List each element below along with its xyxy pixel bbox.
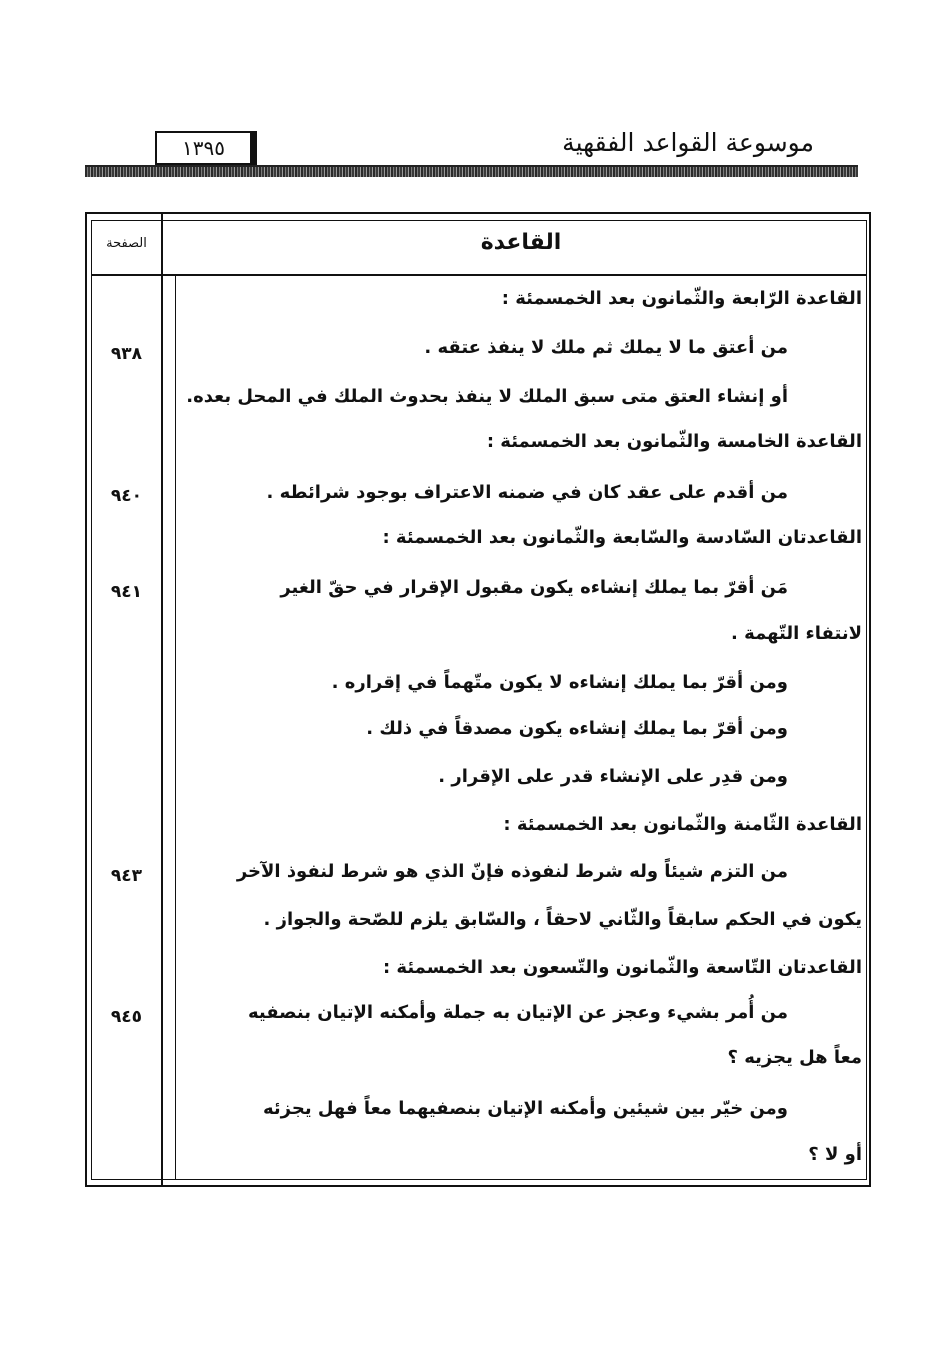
column-header-rule: القاعدة — [480, 230, 562, 255]
book-title: موسوعة القواعد الفقهية — [562, 128, 814, 157]
column-header-page: الصفحة — [106, 236, 147, 251]
page-ref: ٩٤٣ — [110, 866, 143, 886]
rule-text: من التزم شيئاً وله شرط لنفوذه فإنّ الذي هو شرط لنفوذ الآخر — [236, 861, 788, 882]
page-ref: ٩٤٥ — [110, 1007, 143, 1027]
rule-heading: القاعدتان السّادسة والسّابعة والثّمانون بعد الخمسمئة : — [382, 527, 862, 548]
column-divider — [161, 212, 163, 1187]
rule-text: معاً هل يجزيه ؟ — [727, 1047, 862, 1068]
rule-text: لانتفاء التّهمة . — [731, 623, 862, 644]
rule-heading: القاعدة الرّابعة والثّمانون بعد الخمسمئة : — [501, 288, 862, 309]
rule-text: ومن أقرّ بما يملك إنشاءه يكون مصدقاً في ذلك . — [366, 718, 788, 739]
header-separator — [91, 274, 867, 276]
page-number: ١٣٩٥ — [155, 131, 257, 169]
rule-text: أو إنشاء العتق متى سبق الملك لا ينفذ بحدوث الملك في المحل بعده. — [186, 386, 788, 407]
table-inner-border — [91, 220, 867, 221]
rule-heading: القاعدة الخامسة والثّمانون بعد الخمسمئة : — [486, 431, 862, 452]
rule-text: ومن قدِر على الإنشاء قدر على الإقرار . — [438, 766, 788, 787]
rule-text: ومن خيّر بين شيئين وأمكنه الإتيان بنصفيهما معاً فهل يجزئه — [263, 1098, 788, 1119]
rule-heading: القاعدة الثّامنة والثّمانون بعد الخمسمئة : — [503, 814, 862, 835]
column-divider — [175, 275, 176, 1179]
table-inner-border — [866, 220, 867, 1179]
rule-text: من أعتق ما لا يملك ثم ملك لا ينفذ عتقه . — [424, 337, 788, 358]
rule-text: مَن أقرّ بما يملك إنشاءه يكون مقبول الإقرار في حقّ الغير — [280, 577, 788, 598]
rule-text: من أقدم على عقد كان في ضمنه الاعتراف بوجود شرائطه . — [266, 482, 788, 503]
rule-text: ومن أقرّ بما يملك إنشاءه لا يكون متّهماً في إقراره . — [331, 672, 788, 693]
header-rule — [85, 167, 858, 177]
table-inner-border — [91, 1179, 867, 1180]
rule-text: من أُمر بشيء وعجز عن الإتيان به جملة وأمكنه الإتيان بنصفيه — [247, 1002, 788, 1023]
rule-heading: القاعدتان التّاسعة والثّمانون والتّسعون بعد الخمسمئة : — [382, 957, 862, 978]
page-ref: ٩٣٨ — [110, 344, 143, 364]
rule-text: أو لا ؟ — [808, 1144, 862, 1165]
page-ref: ٩٤١ — [110, 582, 143, 602]
rule-text: يكون في الحكم سابقاً والثّاني لاحقاً ، والسّابق يلزم للصّحة والجواز . — [263, 909, 862, 930]
page-ref: ٩٤٠ — [110, 486, 143, 506]
